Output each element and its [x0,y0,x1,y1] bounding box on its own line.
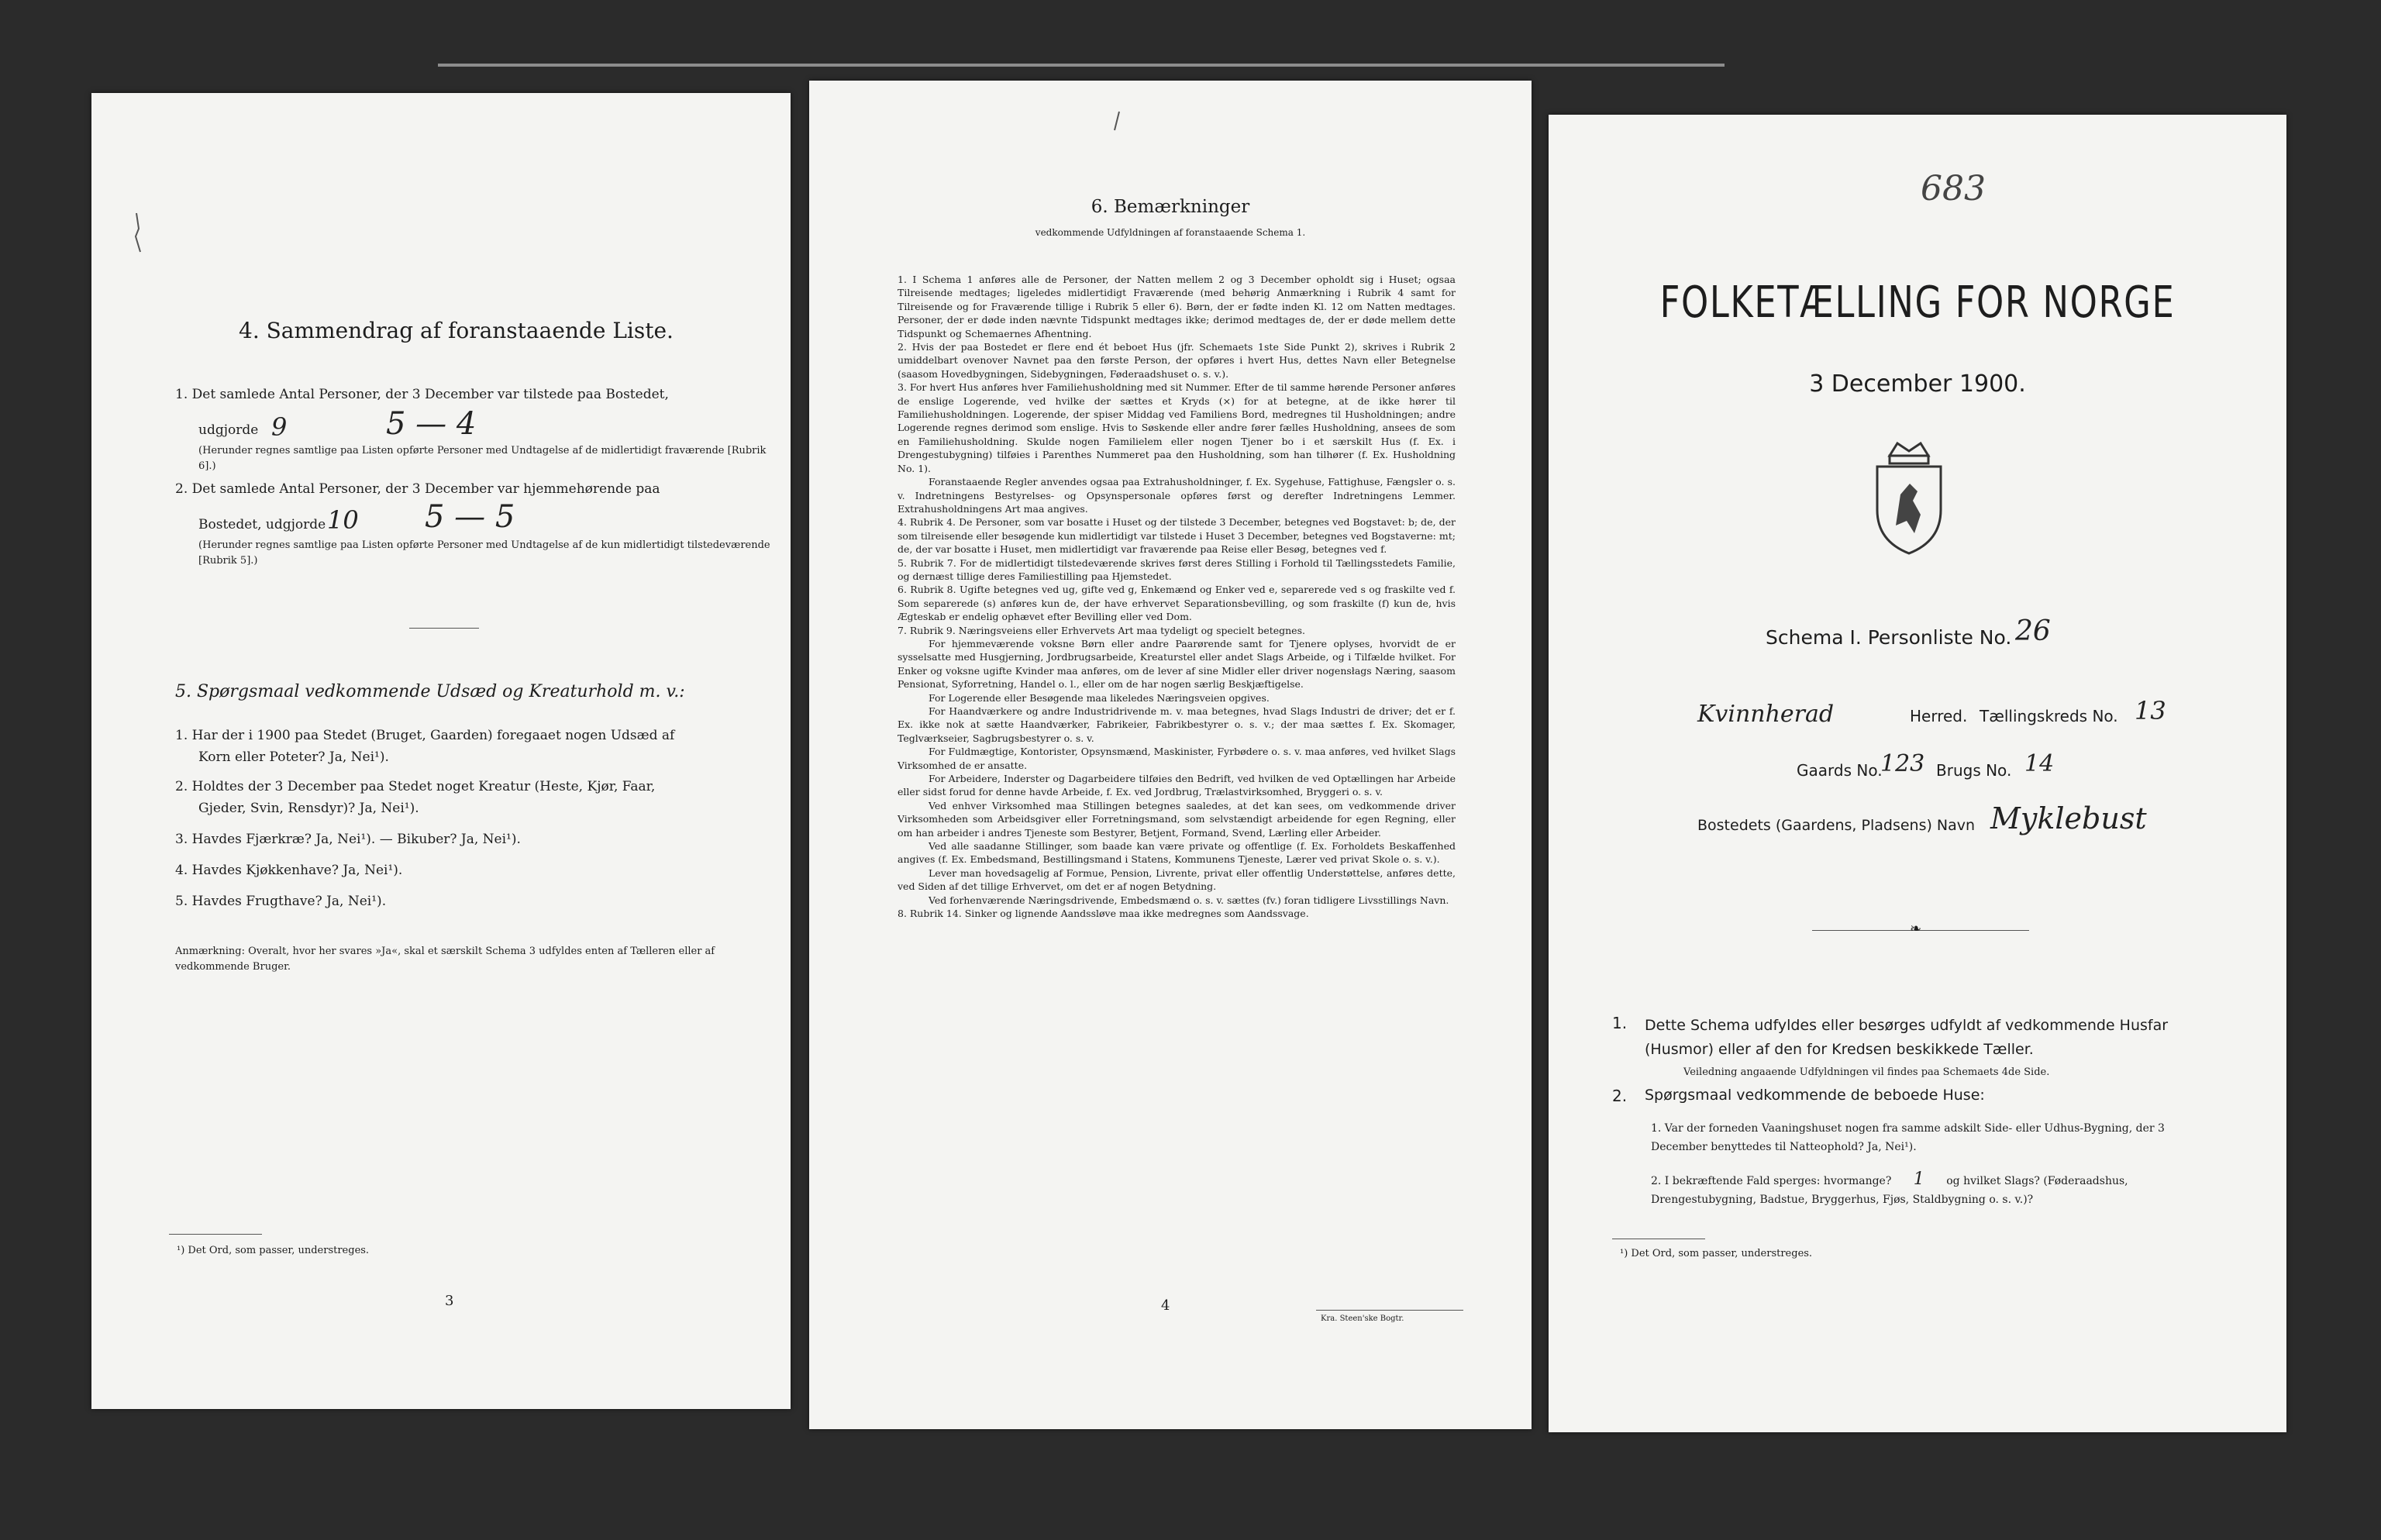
remark-paragraph: For hjemmeværende voksne Børn eller andre Paarørende samt for Tjenere oplyses, hvorvidt de er sysselsatte med Husgjerning, Jordbrugsarbeide, Kreaturstel eller andet Slags Arbeide, og i Tilfælde hvilket. For Enker og voksne ugifte Kvinder maa anføres, om de lever af sine Midler eller driver nogensłags Næring, saasom Pensionat, Syforretning, Handel o. l., eller om de har nogen særlig Beskjæftigelse. [898,637,1456,691]
question-4: 4. Havdes Kjøkkenhave? Ja, Nei¹). [175,863,403,878]
question-2: 2. Holdtes der 3 December paa Stedet noget Kreatur (Heste, Kjør, Faar, [175,779,656,794]
divider [409,628,479,629]
remark-paragraph: 2. Hvis der paa Bostedet er flere end ét beboet Hus (jfr. Schemaets 1ste Side Punkt 2), skrives i Rubrik 2 umiddelbart ovenover Navnet paa den første Person, der opføres i hvert Hus, dettes Navn eller Betegnelse (saasom Hovedbygningen, Sidebygningen, Føderaadshuset o. s. v.). [898,341,1456,380]
house-question-2 [1651,1170,2209,1209]
remark-paragraph: 8. Rubrik 14. Sinker og lignende Aandssløve maa ikke medregnes som Aandssvage. [898,908,1309,920]
remark-paragraph: 1. I Schema 1 anføres alle de Personer, der Natten mellem 2 og 3 December opholdt sig i Huset; ogsaa Tilreisende medtages; ligeledes midlertidigt Fraværende (med behørig Anmærkning i Rubrik 4 samt for Tilreisende og for Fraværende tillige i Rubrik 5 eller 6). Børn, der er fødte inden Kl. 12 om Natten medtages. Personer, der er døde inden nævnte Tidspunkt medtages ikke; derimod medtages de, der er døde mellem dette Tidspunkt og Schemaernes Afhentning. [898,274,1456,339]
printer-mark: Kra. Steen'ske Bogtr. [1321,1314,1404,1323]
bosted-name: Myklebust [1990,801,2147,835]
remark-paragraph: 4. Rubrik 4. De Personer, som var bosatte i Huset og der tilstede 3 December, betegnes ved Bogstavet: b; de, der som tilreisende eller besøgende kun midlertidigt var tilstede i Huset 3 December, betegnes ved Bogstaverne: mt; de, der var bosatte i Huset, men midlertidigt var fraværende paa Reise eller Besøg, betegnes ved f. [898,516,1456,556]
summary-item-2-note: (Herunder regnes samtlige paa Listen opførte Personer med Undtagelse af de kun midlertidigt tilstedeværende [Rubrik 5].) [198,539,770,567]
personliste-number: 26 [2015,615,2051,647]
summary-item-1: 1. Det samlede Antal Personer, der 3 December var tilstede paa Bostedet, [175,387,669,402]
remark-paragraph: Ved forhenværende Næringsdrivende, Embedsmænd o. s. v. sættes (fv.) foran tidligere Livsstillings Navn. [929,894,1449,906]
summary-item-1-label: udgjorde [198,422,259,438]
summary-item-1-total: 9 [271,412,288,442]
remark-paragraph: For Logerende eller Besøgende maa likeledes Næringsveien opgives. [929,691,1270,704]
remarks-list [898,273,1456,921]
schema-label: Schema I. Personliste No. [1766,626,2012,649]
page-number: 4 [1161,1297,1170,1314]
question-3: 3. Havdes Fjærkræ? Ja, Nei¹). — Bikuber? Ja, Nei¹). [175,832,521,847]
annotation-note: Anmærkning: Overalt, hvor her svares »Ja«, skal et særskilt Schema 3 udfyldes enten af Tælleren eller af vedkommende Bruger. [175,946,715,973]
census-title: FOLKETÆLLING FOR NORGE [1659,277,2176,328]
instruction-1-number: 1. [1612,1014,1628,1032]
remark-paragraph: 3. For hvert Hus anføres hver Familiehusholdning med sit Nummer. Efter de til samme hørende Personer anføres de enslige Logerende, ved hvilke der sættes et Kryds (×) for at betegne, at de ikke hører til Familiehusholdningen. Logerende, der spiser Middag ved Familiens Bord, medregnes til Husholdningen; andre Logerende regnes derimod som enslige. Hvis to Søskende eller andre fører fælles Husholdning, ansees de som en Familiehusholdning. Skulde nogen Familielem eller nogen Tjener bo i et særskilt Hus (f. Ex. i Drengestubygning) tilføies i Parenthes Nummeret paa den Husholdning, som han tilhører (f. Ex. Husholdning No. 1). [898,381,1456,474]
question-5: 5. Havdes Frugthave? Ja, Nei¹). [175,894,387,909]
gaards-label: Gaards No. [1797,761,1883,780]
summary-item-2: 2. Det samlede Antal Personer, der 3 December var hjemmehørende paa [175,481,660,497]
ornament-icon: ❧ [1910,921,1922,937]
archive-number: 683 [1921,169,1986,208]
remark-paragraph: 7. Rubrik 9. Næringsveiens eller Erhvervets Art maa tydeligt og specielt betegnes. [898,624,1305,636]
remark-paragraph: For Arbeidere, Inderster og Dagarbeidere tilføies den Bedrift, ved hvilken de ved Optællingen har Arbeide eller sidst forud for denne havde Arbeide, f. Ex. ved Jordbrug, Trælastvirksomhed, Bryggeri o. s. v. [898,773,1456,798]
remarks-title: 6. Bemærkninger [1091,197,1250,217]
house-question-2-rest: og hvilket Slags? (Føderaadshus, Drengestubygning, Badstue, Bryggerhus, Fjøs, Staldbygning o. s. v.)? [1651,1175,2128,1206]
census-date: 3 December 1900. [1809,370,2026,398]
remark-paragraph: Foranstaaende Regler anvendes ogsaa paa Extrahusholdninger, f. Ex. Sygehuse, Fattighuse, Fængsler o. s. v. Indretningens Bestyrelses- og Opsynspersonale opføres først og derefter Indretningens Lemmer. Extrahusholdningens Art maa angives. [898,476,1456,515]
instruction-1: Dette Schema udfyldes eller besørges udfyldt af vedkommende Husfar (Husmor) eller af den for Kredsen beskikkede Tæller. [1645,1017,2169,1058]
taellingskreds-number: 13 [2135,696,2166,725]
house-question-2-answer: 1 [1913,1170,1924,1189]
remark-paragraph: For Haandværkere og andre Industridrivende m. v. maa betegnes, hvad Slags Industri de driver; det er f. Ex. ikke nok at sætte Haandværker, Fabrikeier, Fabrikbestyrer o. s. v.; der maa sættes f. Ex. Skomager, Teglværkseier, Sagbrugsbestyrer o. s. v. [898,705,1456,744]
remark-paragraph: Ved alle saadanne Stillinger, som baade kan være private og offentlige (f. Ex. Forholdets Beskaffenhed angives (f. Ex. Embedsmand, Bestillingsmand i Statens, Kommunens Tjeneste, Lærer ved privat Skole o. s. v.). [898,840,1456,866]
instruction-1-sub: Veiledning angaaende Udfyldningen vil findes paa Schemaets 4de Side. [1683,1066,2050,1078]
footnote: ¹) Det Ord, som passer, understreges. [1620,1248,1813,1259]
remark-paragraph: Ved enhver Virksomhed maa Stillingen betegnes saaledes, at det kan sees, om vedkommende driver Virksomheden som Arbeidsgiver eller Forretningsmand, som selvstændigt arbeidende for egen Regning, eller om han arbeider i andres Tjeneste som Bestyrer, Betjent, Formand, Svend, Lærling eller Arbeider. [898,799,1456,839]
gaards-number: 123 [1880,750,1925,777]
coat-of-arms [1866,440,1952,556]
remark-paragraph: Lever man hovedsagelig af Formue, Pension, Livrente, privat eller offentlig Understøttelse, anføres dette, ved Siden af det tillige Erhvervet, om det er af nogen Betydning. [898,866,1456,893]
page-middle [809,81,1532,1429]
remark-paragraph: 5. Rubrik 7. For de midlertidigt tilstedeværende skrives først deres Stilling i Forhold til Tællingsstedets Familie, og dernæst tillige deres Familiestilling paa Hjemstedet. [898,556,1456,582]
summary-item-2-label: Bostedet, udgjorde [198,517,326,532]
page-number: 3 [445,1293,454,1309]
remark-paragraph: 6. Rubrik 8. Ugifte betegnes ved ug, gifte ved g, Enkemænd og Enker ved e, separerede ved s og fraskilte ved f. Som separerede (s) anføres kun de, der have erhvervet Separationsbevilling, og som fraskilte (f) kun de, hvis Ægteskab er endelig ophævet efter Bevilling eller ved Dom. [898,584,1456,623]
page-left [91,93,791,1409]
page-right [1549,115,2286,1432]
house-question-1: 1. Var der forneden Vaaningshuset nogen fra samme adskilt Side- eller Udhus-Bygning, der 3 December benyttedes til Natteophold? Ja, Nei¹). [1651,1122,2165,1153]
section4-title: 4. Sammendrag af foranstaaende Liste. [239,318,674,343]
instruction-2: Spørgsmaal vedkommende de beboede Huse: [1645,1087,1985,1104]
summary-item-2-total: 10 [327,505,359,535]
question-2-answer: Gjeder, Svin, Rensdyr)? Ja, Nei¹). [198,801,419,816]
summary-item-1-note: (Herunder regnes samtlige paa Listen opførte Personer med Undtagelse af de midlertidigt fraværende [Rubrik 6].) [198,445,767,472]
instruction-2-number: 2. [1612,1087,1628,1105]
summary-item-2-split: 5 — 5 [425,499,515,535]
herred-name: Kvinnherad [1697,701,1835,728]
footnote: ¹) Det Ord, som passer, understreges. [177,1245,370,1256]
house-question-2-text: 2. I bekræftende Fald sperges: hvormange? [1651,1175,1892,1187]
remark-paragraph: For Fuldmægtige, Kontorister, Opsynsmænd, Maskinister, Fyrbødere o. s. v. maa anføres, ved hvilket Slags Virksomhed de er ansatte. [898,746,1456,771]
section5-title: 5. Spørgsmaal vedkommende Udsæd og Kreaturhold m. v.: [175,682,685,701]
bosted-label: Bostedets (Gaardens, Pladsens) Navn [1697,817,1976,834]
taellingskreds-label: Tællingskreds No. [1980,707,2118,725]
page-mark [1111,110,1122,133]
scan-top-edge [438,64,1725,67]
question-1: 1. Har der i 1900 paa Stedet (Bruget, Gaarden) foregaaet nogen Udsæd af [175,728,675,743]
printer-rule [1316,1310,1463,1311]
remarks-subtitle: vedkommende Udfyldningen af foranstaaende Schema 1. [1035,227,1306,238]
herred-label: Herred. [1910,707,1968,725]
brugs-label: Brugs No. [1936,761,2012,780]
question-1-answer: Korn eller Poteter? Ja, Nei¹). [198,749,389,765]
summary-item-1-split: 5 — 4 [386,406,477,442]
brugs-number: 14 [2024,750,2055,777]
footnote-rule [169,1234,262,1235]
page-mark [134,209,143,256]
